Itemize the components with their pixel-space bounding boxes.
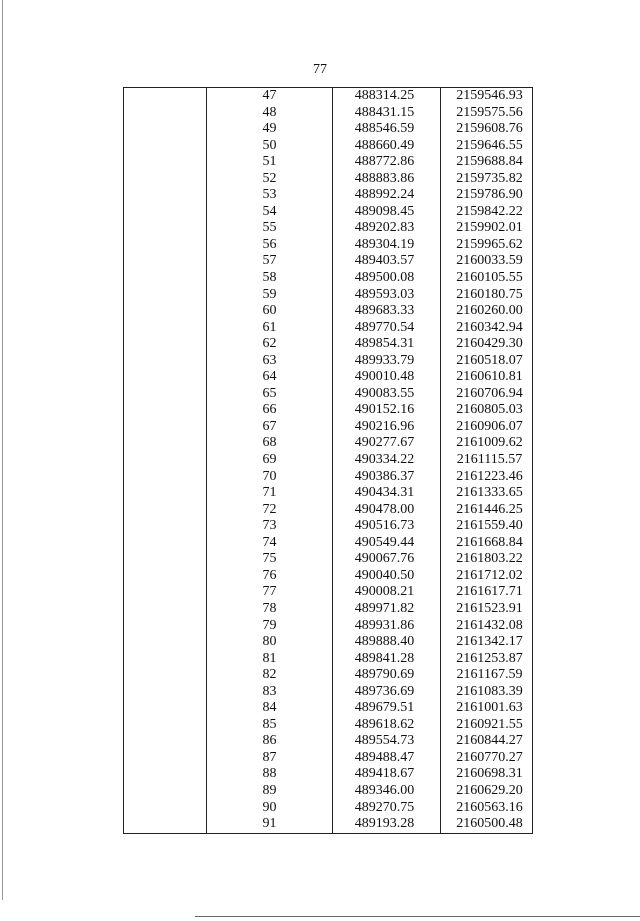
table-row <box>124 518 533 535</box>
blank-cell <box>124 435 207 452</box>
page-number: 77 <box>313 62 327 77</box>
blank-cell <box>124 684 207 701</box>
point-number-cell: 70 <box>207 469 333 486</box>
y-coordinate-cell: 2160105.55 <box>441 270 533 287</box>
table-row <box>124 667 533 684</box>
blank-cell <box>124 733 207 750</box>
y-coordinate-cell: 2159575.56 <box>441 105 533 122</box>
table-row <box>124 204 533 221</box>
point-number-cell: 66 <box>207 402 333 419</box>
point-number-cell: 52 <box>207 171 333 188</box>
y-coordinate-cell: 2160342.94 <box>441 320 533 337</box>
table-row <box>124 336 533 353</box>
table-row <box>124 88 533 105</box>
x-coordinate-cell: 489193.28 <box>333 816 441 833</box>
y-coordinate-cell: 2160563.16 <box>441 800 533 817</box>
table-row <box>124 717 533 734</box>
blank-cell <box>124 717 207 734</box>
table-row <box>124 419 533 436</box>
x-coordinate-cell: 489683.33 <box>333 303 441 320</box>
x-coordinate-cell: 490334.22 <box>333 452 441 469</box>
x-coordinate-cell: 488772.86 <box>333 154 441 171</box>
table-row <box>124 154 533 171</box>
x-coordinate-cell: 489888.40 <box>333 634 441 651</box>
x-coordinate-cell: 489933.79 <box>333 353 441 370</box>
table-row <box>124 469 533 486</box>
y-coordinate-cell: 2161083.39 <box>441 684 533 701</box>
blank-cell <box>124 800 207 817</box>
y-coordinate-cell: 2161009.62 <box>441 435 533 452</box>
x-coordinate-cell: 489736.69 <box>333 684 441 701</box>
x-coordinate-cell: 490516.73 <box>333 518 441 535</box>
blank-cell <box>124 766 207 783</box>
x-coordinate-cell: 489679.51 <box>333 700 441 717</box>
table-row <box>124 634 533 651</box>
coordinates-table-body <box>124 88 533 834</box>
x-coordinate-cell: 490040.50 <box>333 568 441 585</box>
table-row <box>124 452 533 469</box>
table-row <box>124 369 533 386</box>
point-number-cell: 62 <box>207 336 333 353</box>
y-coordinate-cell: 2160429.30 <box>441 336 533 353</box>
point-number-cell: 47 <box>207 88 333 105</box>
point-number-cell: 65 <box>207 386 333 403</box>
point-number-cell: 54 <box>207 204 333 221</box>
y-coordinate-cell: 2160921.55 <box>441 717 533 734</box>
y-coordinate-cell: 2159646.55 <box>441 138 533 155</box>
x-coordinate-cell: 489304.19 <box>333 237 441 254</box>
x-coordinate-cell: 490216.96 <box>333 419 441 436</box>
x-coordinate-cell: 489270.75 <box>333 800 441 817</box>
y-coordinate-cell: 2161333.65 <box>441 485 533 502</box>
x-coordinate-cell: 490010.48 <box>333 369 441 386</box>
y-coordinate-cell: 2160844.27 <box>441 733 533 750</box>
x-coordinate-cell: 489346.00 <box>333 783 441 800</box>
point-number-cell: 89 <box>207 783 333 800</box>
blank-cell <box>124 551 207 568</box>
table-row <box>124 138 533 155</box>
y-coordinate-cell: 2160500.48 <box>441 816 533 833</box>
table-row <box>124 270 533 287</box>
blank-cell <box>124 601 207 618</box>
point-number-cell: 58 <box>207 270 333 287</box>
blank-cell <box>124 220 207 237</box>
point-number-cell: 82 <box>207 667 333 684</box>
blank-cell <box>124 353 207 370</box>
table-row <box>124 700 533 717</box>
point-number-cell: 84 <box>207 700 333 717</box>
y-coordinate-cell: 2159965.62 <box>441 237 533 254</box>
y-coordinate-cell: 2160629.20 <box>441 783 533 800</box>
point-number-cell: 83 <box>207 684 333 701</box>
table-row <box>124 502 533 519</box>
table-row <box>124 551 533 568</box>
table-row <box>124 783 533 800</box>
point-number-cell: 73 <box>207 518 333 535</box>
table-row <box>124 121 533 138</box>
y-coordinate-cell: 2160518.07 <box>441 353 533 370</box>
x-coordinate-cell: 489098.45 <box>333 204 441 221</box>
blank-cell <box>124 88 207 105</box>
y-coordinate-cell: 2161115.57 <box>441 452 533 469</box>
y-coordinate-cell: 2159902.01 <box>441 220 533 237</box>
point-number-cell: 90 <box>207 800 333 817</box>
table-row <box>124 816 533 833</box>
point-number-cell: 48 <box>207 105 333 122</box>
table-row <box>124 584 533 601</box>
blank-cell <box>124 187 207 204</box>
y-coordinate-cell: 2159735.82 <box>441 171 533 188</box>
table-row <box>124 684 533 701</box>
point-number-cell: 85 <box>207 717 333 734</box>
table-row <box>124 386 533 403</box>
y-coordinate-cell: 2161668.84 <box>441 535 533 552</box>
x-coordinate-cell: 488546.59 <box>333 121 441 138</box>
point-number-cell: 88 <box>207 766 333 783</box>
table-row <box>124 187 533 204</box>
table-row <box>124 800 533 817</box>
blank-cell <box>124 171 207 188</box>
point-number-cell: 64 <box>207 369 333 386</box>
x-coordinate-cell: 490277.67 <box>333 435 441 452</box>
x-coordinate-cell: 488314.25 <box>333 88 441 105</box>
point-number-cell: 51 <box>207 154 333 171</box>
table-row <box>124 253 533 270</box>
y-coordinate-cell: 2160180.75 <box>441 287 533 304</box>
blank-cell <box>124 667 207 684</box>
x-coordinate-cell: 489500.08 <box>333 270 441 287</box>
blank-cell <box>124 816 207 833</box>
table-row <box>124 353 533 370</box>
point-number-cell: 56 <box>207 237 333 254</box>
page-edge-line <box>2 0 3 900</box>
table-row <box>124 303 533 320</box>
x-coordinate-cell: 490067.76 <box>333 551 441 568</box>
blank-cell <box>124 386 207 403</box>
y-coordinate-cell: 2159608.76 <box>441 121 533 138</box>
blank-cell <box>124 518 207 535</box>
y-coordinate-cell: 2161167.59 <box>441 667 533 684</box>
table-row <box>124 535 533 552</box>
point-number-cell: 72 <box>207 502 333 519</box>
x-coordinate-cell: 489488.47 <box>333 750 441 767</box>
y-coordinate-cell: 2161559.40 <box>441 518 533 535</box>
x-coordinate-cell: 488431.15 <box>333 105 441 122</box>
blank-cell <box>124 204 207 221</box>
y-coordinate-cell: 2160698.31 <box>441 766 533 783</box>
point-number-cell: 53 <box>207 187 333 204</box>
point-number-cell: 75 <box>207 551 333 568</box>
point-number-cell: 55 <box>207 220 333 237</box>
blank-cell <box>124 618 207 635</box>
table-row <box>124 601 533 618</box>
coordinates-table <box>123 87 533 834</box>
x-coordinate-cell: 489770.54 <box>333 320 441 337</box>
x-coordinate-cell: 489593.03 <box>333 287 441 304</box>
point-number-cell: 78 <box>207 601 333 618</box>
blank-cell <box>124 253 207 270</box>
point-number-cell: 67 <box>207 419 333 436</box>
point-number-cell: 71 <box>207 485 333 502</box>
point-number-cell: 57 <box>207 253 333 270</box>
y-coordinate-cell: 2160906.07 <box>441 419 533 436</box>
point-number-cell: 86 <box>207 733 333 750</box>
x-coordinate-cell: 488992.24 <box>333 187 441 204</box>
table-row <box>124 220 533 237</box>
y-coordinate-cell: 2159688.84 <box>441 154 533 171</box>
x-coordinate-cell: 490386.37 <box>333 469 441 486</box>
table-row <box>124 105 533 122</box>
x-coordinate-cell: 489202.83 <box>333 220 441 237</box>
point-number-cell: 79 <box>207 618 333 635</box>
y-coordinate-cell: 2161803.22 <box>441 551 533 568</box>
x-coordinate-cell: 489618.62 <box>333 717 441 734</box>
x-coordinate-cell: 490152.16 <box>333 402 441 419</box>
blank-cell <box>124 270 207 287</box>
table-row <box>124 435 533 452</box>
blank-cell <box>124 568 207 585</box>
point-number-cell: 68 <box>207 435 333 452</box>
x-coordinate-cell: 489971.82 <box>333 601 441 618</box>
table-row <box>124 402 533 419</box>
table-row <box>124 733 533 750</box>
y-coordinate-cell: 2161253.87 <box>441 651 533 668</box>
y-coordinate-cell: 2160805.03 <box>441 402 533 419</box>
blank-cell <box>124 783 207 800</box>
blank-cell <box>124 419 207 436</box>
blank-cell <box>124 750 207 767</box>
table-row <box>124 171 533 188</box>
blank-cell <box>124 121 207 138</box>
blank-cell <box>124 634 207 651</box>
blank-cell <box>124 237 207 254</box>
blank-cell <box>124 502 207 519</box>
y-coordinate-cell: 2160260.00 <box>441 303 533 320</box>
y-coordinate-cell: 2160610.81 <box>441 369 533 386</box>
x-coordinate-cell: 489931.86 <box>333 618 441 635</box>
x-coordinate-cell: 488883.86 <box>333 171 441 188</box>
blank-cell <box>124 369 207 386</box>
blank-cell <box>124 138 207 155</box>
blank-cell <box>124 485 207 502</box>
blank-cell <box>124 154 207 171</box>
y-coordinate-cell: 2161432.08 <box>441 618 533 635</box>
y-coordinate-cell: 2161342.17 <box>441 634 533 651</box>
y-coordinate-cell: 2159842.22 <box>441 204 533 221</box>
y-coordinate-cell: 2161223.46 <box>441 469 533 486</box>
x-coordinate-cell: 489554.73 <box>333 733 441 750</box>
y-coordinate-cell: 2160770.27 <box>441 750 533 767</box>
x-coordinate-cell: 489854.31 <box>333 336 441 353</box>
x-coordinate-cell: 489418.67 <box>333 766 441 783</box>
x-coordinate-cell: 490549.44 <box>333 535 441 552</box>
blank-cell <box>124 452 207 469</box>
blank-cell <box>124 105 207 122</box>
y-coordinate-cell: 2159546.93 <box>441 88 533 105</box>
blank-cell <box>124 584 207 601</box>
blank-cell <box>124 402 207 419</box>
point-number-cell: 87 <box>207 750 333 767</box>
blank-cell <box>124 287 207 304</box>
y-coordinate-cell: 2160033.59 <box>441 253 533 270</box>
point-number-cell: 80 <box>207 634 333 651</box>
point-number-cell: 74 <box>207 535 333 552</box>
point-number-cell: 81 <box>207 651 333 668</box>
point-number-cell: 76 <box>207 568 333 585</box>
x-coordinate-cell: 490478.00 <box>333 502 441 519</box>
table-row <box>124 766 533 783</box>
x-coordinate-cell: 489790.69 <box>333 667 441 684</box>
bottom-rule <box>195 916 640 917</box>
table-row <box>124 320 533 337</box>
x-coordinate-cell: 489403.57 <box>333 253 441 270</box>
point-number-cell: 69 <box>207 452 333 469</box>
y-coordinate-cell: 2161523.91 <box>441 601 533 618</box>
blank-cell <box>124 700 207 717</box>
point-number-cell: 91 <box>207 816 333 833</box>
x-coordinate-cell: 490083.55 <box>333 386 441 403</box>
table-row <box>124 618 533 635</box>
table-row <box>124 237 533 254</box>
point-number-cell: 49 <box>207 121 333 138</box>
y-coordinate-cell: 2161617.71 <box>441 584 533 601</box>
y-coordinate-cell: 2159786.90 <box>441 187 533 204</box>
blank-cell <box>124 469 207 486</box>
y-coordinate-cell: 2161001.63 <box>441 700 533 717</box>
blank-cell <box>124 303 207 320</box>
point-number-cell: 59 <box>207 287 333 304</box>
blank-cell <box>124 320 207 337</box>
point-number-cell: 60 <box>207 303 333 320</box>
blank-cell <box>124 336 207 353</box>
x-coordinate-cell: 490008.21 <box>333 584 441 601</box>
point-number-cell: 61 <box>207 320 333 337</box>
table-row <box>124 750 533 767</box>
table-row <box>124 651 533 668</box>
blank-cell <box>124 535 207 552</box>
point-number-cell: 77 <box>207 584 333 601</box>
y-coordinate-cell: 2161446.25 <box>441 502 533 519</box>
point-number-cell: 50 <box>207 138 333 155</box>
table-row <box>124 568 533 585</box>
table-row <box>124 287 533 304</box>
table-row <box>124 485 533 502</box>
y-coordinate-cell: 2160706.94 <box>441 386 533 403</box>
x-coordinate-cell: 489841.28 <box>333 651 441 668</box>
y-coordinate-cell: 2161712.02 <box>441 568 533 585</box>
x-coordinate-cell: 488660.49 <box>333 138 441 155</box>
point-number-cell: 63 <box>207 353 333 370</box>
x-coordinate-cell: 490434.31 <box>333 485 441 502</box>
blank-cell <box>124 651 207 668</box>
